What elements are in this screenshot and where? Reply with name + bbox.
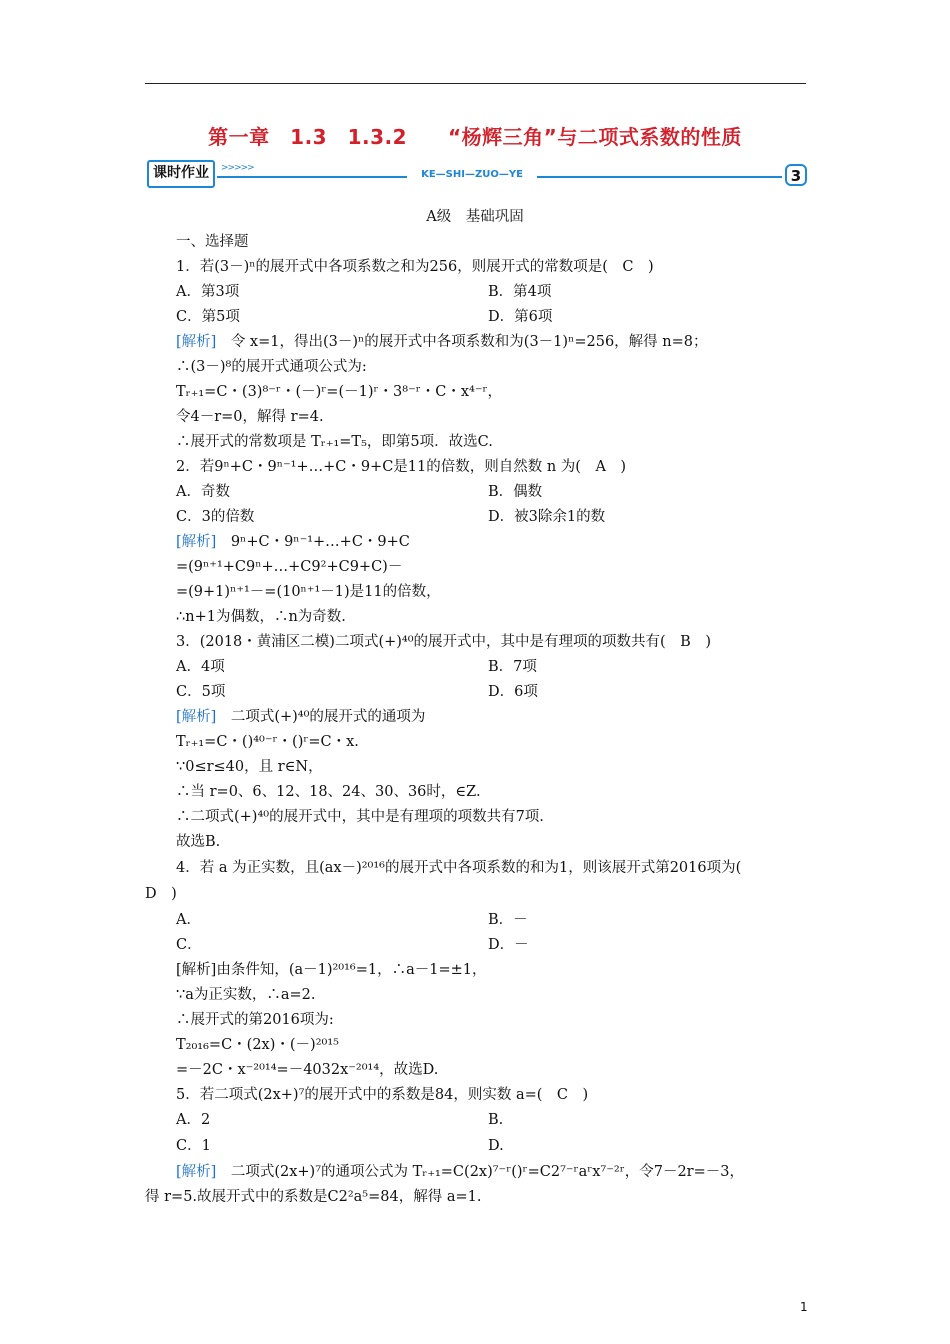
banner-pinyin: KE—SHI—ZUO—YE	[407, 169, 537, 180]
option-c: C．第5项	[176, 309, 240, 325]
option-b: B．第4项	[488, 284, 552, 300]
option-a: A．	[176, 912, 201, 928]
option-a: A．奇数	[176, 484, 230, 500]
option-b: B．偶数	[488, 484, 543, 500]
option-b: B．7项	[488, 659, 537, 675]
option-c: C．3的倍数	[176, 509, 255, 525]
solution-line: ∴当 r=0、6、12、18、24、30、36时，∈Z.	[176, 784, 481, 800]
analysis-line: [解析]由条件知，(a－1)²⁰¹⁶=1，∴a－1=±1，	[176, 962, 487, 978]
solution-line: =(9+1)ⁿ⁺¹－=(10ⁿ⁺¹－1)是11的倍数，	[176, 584, 441, 600]
analysis-text: 二项式(2x+)⁷的通项公式为 Tᵣ₊₁=C(2x)⁷⁻ʳ()ʳ=C2⁷⁻ʳaʳx⁷⁻²ʳ，令7－2r=－3，	[216, 1164, 744, 1180]
analysis-line	[176, 1162, 744, 1182]
option-d: D．－	[488, 937, 529, 953]
solution-line: Tᵣ₊₁=C・(3)⁸⁻ʳ・(－)ʳ=(－1)ʳ・3⁸⁻ʳ・C・x⁴⁻ʳ，	[176, 384, 503, 400]
solution-line: ∴展开式的常数项是 Tᵣ₊₁=T₅，即第5项．故选C.	[176, 434, 493, 450]
solution-line: ∵0≤r≤40，且 r∈N，	[176, 759, 323, 775]
banner-arrows: >>>>>	[221, 163, 254, 173]
analysis-text: 9ⁿ+C・9ⁿ⁻¹+…+C・9+C	[216, 534, 410, 550]
part-heading: 一、选择题	[176, 234, 249, 250]
solution-line: Tᵣ₊₁=C・()⁴⁰⁻ʳ・()ʳ=C・x.	[176, 734, 359, 750]
analysis-line	[176, 532, 410, 552]
banner-number: 3	[785, 164, 807, 186]
analysis-tag: [解析]	[176, 1164, 217, 1180]
option-d: D．被3除余1的数	[488, 509, 606, 525]
question-4-answer: D )	[145, 886, 177, 902]
analysis-text: 令 x=1，得出(3－)ⁿ的展开式中各项系数和为(3－1)ⁿ=256，解得 n=8；	[216, 334, 708, 350]
solution-line: 得 r=5.故展开式中的系数是C2²a⁵=84，解得 a=1.	[145, 1189, 482, 1205]
option-a: A．2	[176, 1112, 211, 1128]
analysis-tag: [解析]	[176, 334, 217, 350]
analysis-line	[176, 707, 425, 727]
solution-line: ∵a为正实数，∴a=2.	[176, 987, 316, 1003]
header-rule	[145, 83, 806, 84]
option-d: D.	[488, 1138, 504, 1154]
solution-line: ∴n+1为偶数，∴n为奇数.	[176, 609, 346, 625]
question-3: 3．(2018・黄浦区二模)二项式(+)⁴⁰的展开式中，其中是有理项的项数共有( B )	[176, 634, 711, 650]
question-1: 1．若(3－)ⁿ的展开式中各项系数之和为256，则展开式的常数项是( C )	[176, 259, 654, 275]
option-d: D．6项	[488, 684, 538, 700]
page-title: 第一章 1.3 1.3.2 “杨辉三角”与二项式系数的性质	[208, 125, 742, 149]
question-2: 2．若9ⁿ+C・9ⁿ⁻¹+…+C・9+C是11的倍数，则自然数 n 为( A )	[176, 459, 627, 475]
level-heading: A级 基础巩固	[426, 209, 524, 225]
analysis-tag: [解析]	[176, 709, 217, 725]
solution-line: =(9ⁿ⁺¹+C9ⁿ+…+C9²+C9+C)－	[176, 559, 403, 575]
question-4: 4．若 a 为正实数，且(ax－)²⁰¹⁶的展开式中各项系数的和为1，则该展开式第2016项为(	[176, 860, 742, 876]
banner-label: 课时作业	[147, 160, 215, 188]
option-a: A．第3项	[176, 284, 240, 300]
solution-line: T₂₀₁₆=C・(2x)・(－)²⁰¹⁵	[176, 1037, 339, 1053]
solution-line: ∴(3－)⁸的展开式通项公式为:	[176, 359, 367, 375]
question-5: 5．若二项式(2x+)⁷的展开式中的系数是84，则实数 a=( C )	[176, 1087, 589, 1103]
homework-banner	[147, 160, 807, 190]
solution-line: =－2C・x⁻²⁰¹⁴=－4032x⁻²⁰¹⁴，故选D.	[176, 1062, 439, 1078]
option-c: C．1	[176, 1138, 211, 1154]
option-c: C．5项	[176, 684, 226, 700]
analysis-text: 二项式(+)⁴⁰的展开式的通项为	[216, 709, 426, 725]
option-b: B.	[488, 1112, 504, 1128]
solution-line: ∴展开式的第2016项为:	[176, 1012, 334, 1028]
option-a: A．4项	[176, 659, 225, 675]
option-d: D．第6项	[488, 309, 553, 325]
solution-line: ∴二项式(+)⁴⁰的展开式中，其中是有理项的项数共有7项.	[176, 809, 544, 825]
solution-line: 令4－r=0，解得 r=4.	[176, 409, 324, 425]
analysis-line	[176, 332, 708, 352]
option-b: B．－	[488, 912, 528, 928]
page-number: 1	[800, 1300, 808, 1314]
analysis-tag: [解析]	[176, 534, 217, 550]
solution-line: 故选B.	[176, 834, 221, 850]
option-c: C．	[176, 937, 202, 953]
